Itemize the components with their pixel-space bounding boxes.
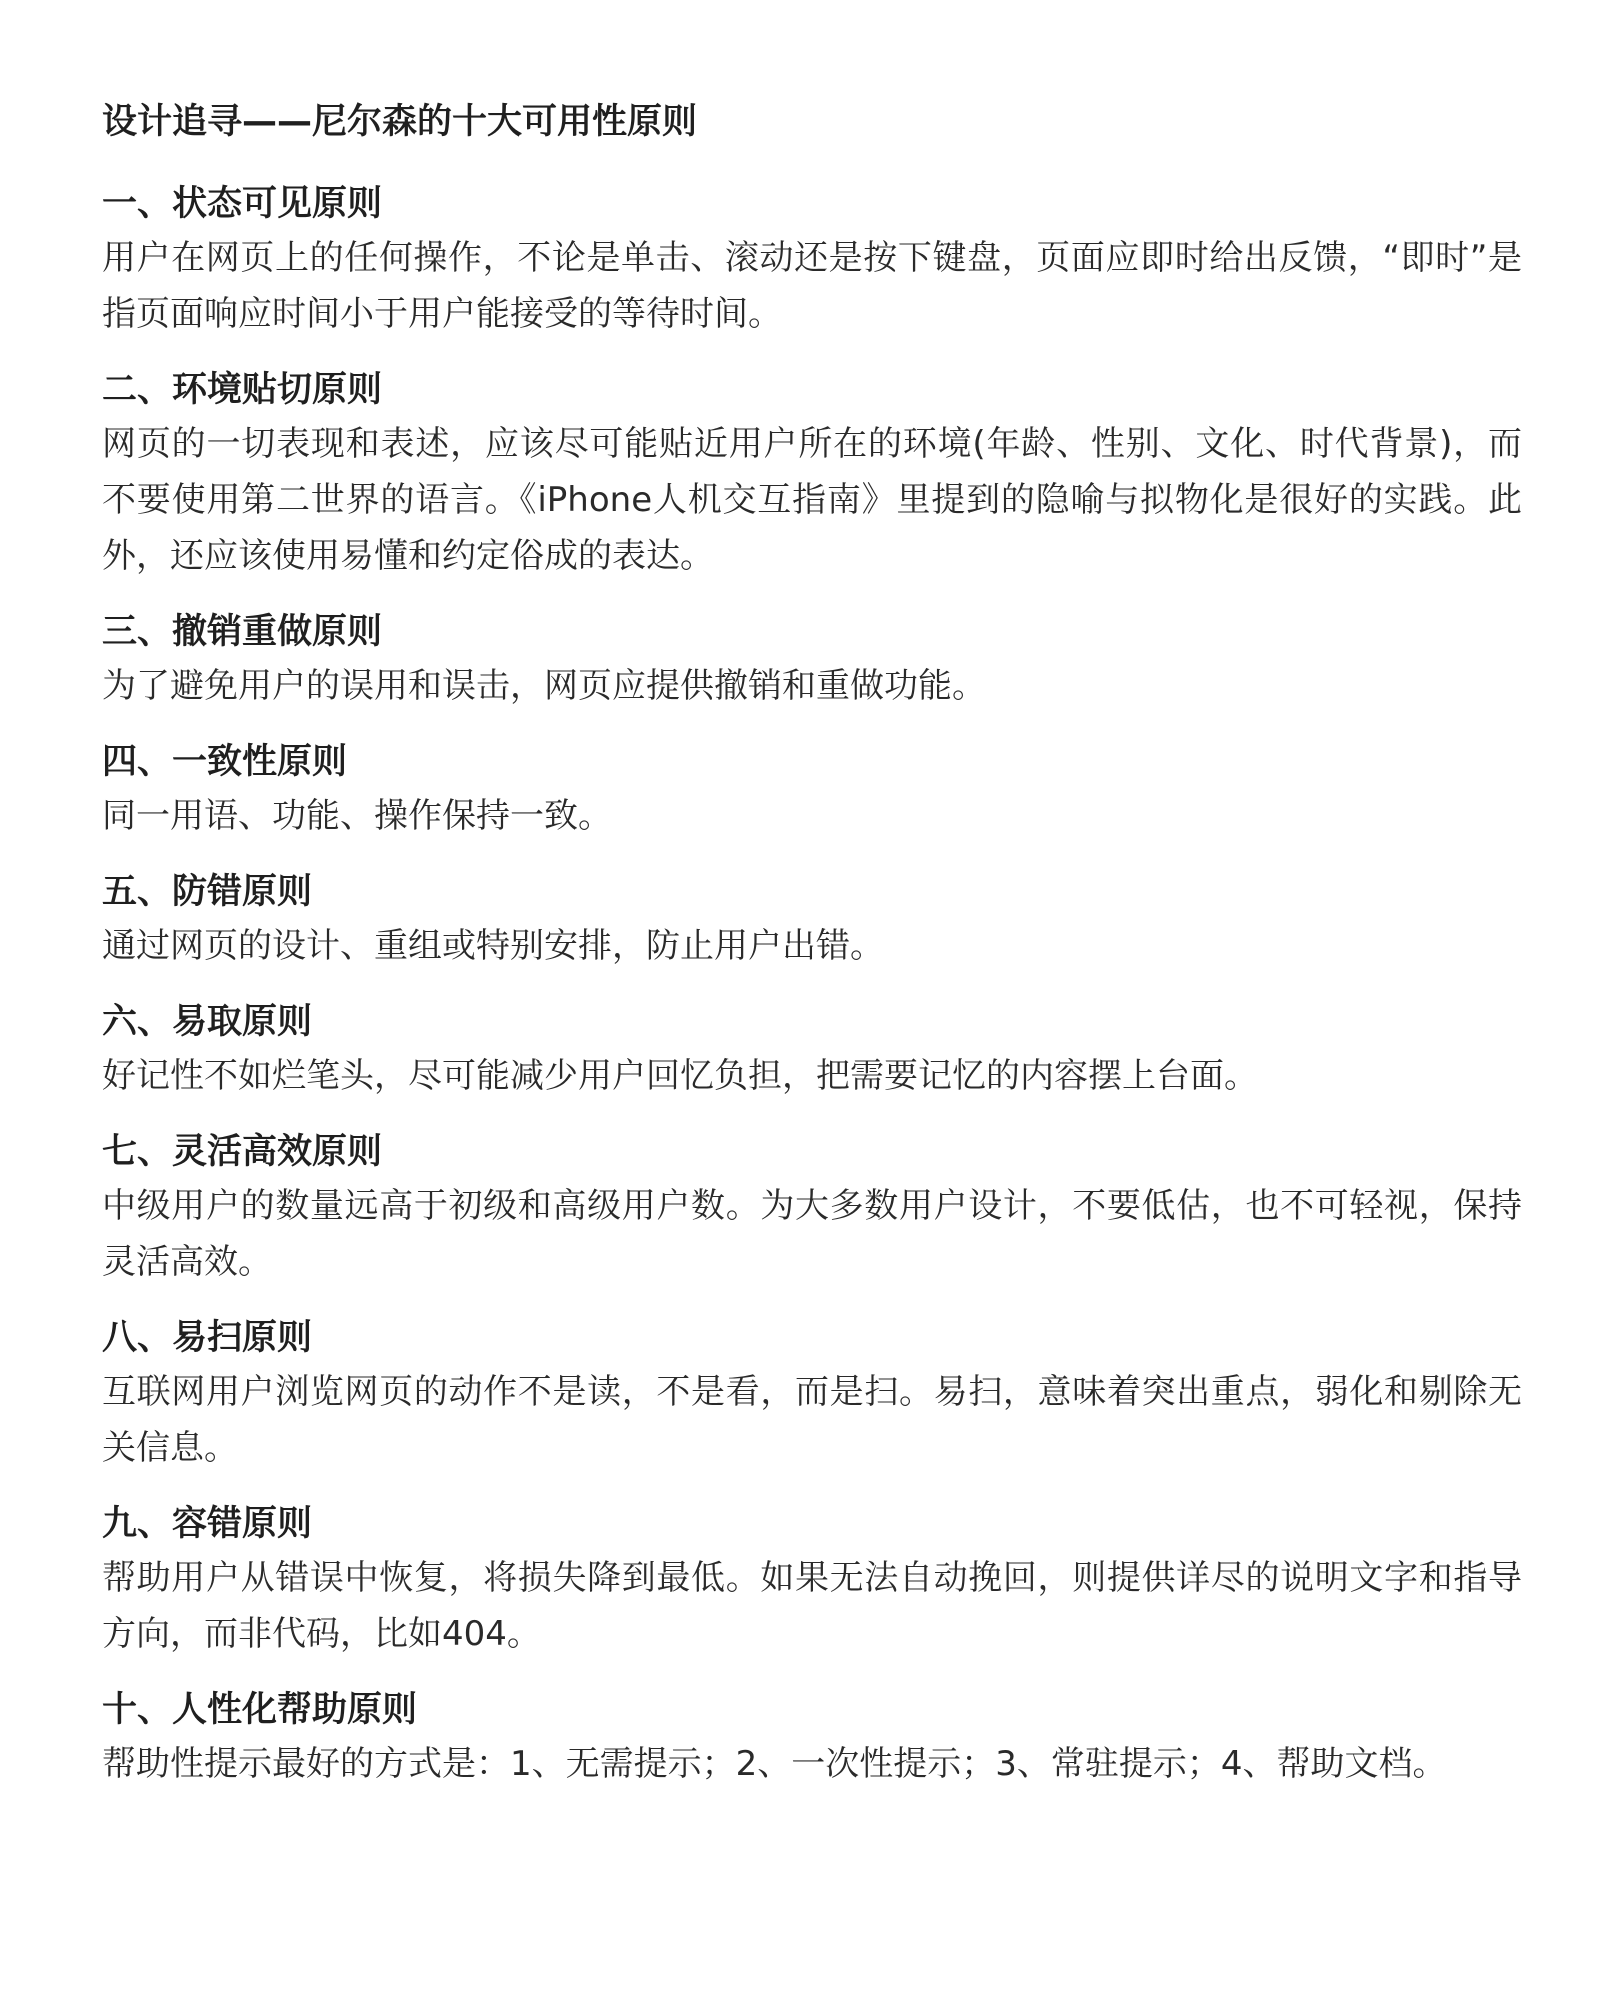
section-context-fit: [102, 364, 1522, 584]
section-error-prevention: [102, 866, 1522, 974]
section-body: 为了避免用户的误用和误击，网页应提供撤销和重做功能。: [102, 666, 986, 706]
section-body: 互联网用户浏览网页的动作不是读，不是看，而是扫。易扫，意味着突出重点，弱化和剔除无关信息。: [102, 1372, 1522, 1468]
section-heading: 七、灵活高效原则: [102, 1132, 383, 1172]
section-error-recovery: [102, 1498, 1522, 1662]
section-heading: 九、容错原则: [102, 1504, 313, 1544]
section-consistency: [102, 736, 1522, 844]
section-heading: 四、一致性原则: [102, 742, 348, 782]
section-recognition: [102, 996, 1522, 1104]
section-undo-redo: [102, 606, 1522, 714]
section-flexibility: [102, 1126, 1522, 1290]
section-state-visibility: [102, 178, 1522, 342]
section-body: 中级用户的数量远高于初级和高级用户数。为大多数用户设计，不要低估，也不可轻视，保持灵活高效。: [102, 1186, 1522, 1282]
section-heading: 五、防错原则: [102, 872, 313, 912]
section-body: 同一用语、功能、操作保持一致。: [102, 796, 612, 836]
document-page: [102, 92, 1522, 1814]
document-title: 设计追寻——尼尔森的十大可用性原则: [102, 102, 698, 142]
section-body: 帮助性提示最好的方式是：1、无需提示；2、一次性提示；3、常驻提示；4、帮助文档。: [102, 1744, 1447, 1784]
section-body: 好记性不如烂笔头，尽可能减少用户回忆负担，把需要记忆的内容摆上台面。: [102, 1056, 1258, 1096]
section-heading: 八、易扫原则: [102, 1318, 313, 1358]
section-scannability: [102, 1312, 1522, 1476]
section-body: 帮助用户从错误中恢复，将损失降到最低。如果无法自动挽回，则提供详尽的说明文字和指导方向，而非代码，比如404。: [102, 1558, 1522, 1654]
section-body: 网页的一切表现和表述，应该尽可能贴近用户所在的环境(年龄、性别、文化、时代背景)，而不要使用第二世界的语言。《iPhone人机交互指南》里提到的隐喻与拟物化是很好的实践。此外，还应该使用易懂和约定俗成的表达。: [102, 424, 1522, 576]
section-help: [102, 1684, 1522, 1792]
section-heading: 十、人性化帮助原则: [102, 1690, 418, 1730]
section-heading: 二、环境贴切原则: [102, 370, 383, 410]
section-body: 用户在网页上的任何操作，不论是单击、滚动还是按下键盘，页面应即时给出反馈，“即时”是指页面响应时间小于用户能接受的等待时间。: [102, 238, 1522, 334]
section-heading: 一、状态可见原则: [102, 184, 383, 224]
section-heading: 六、易取原则: [102, 1002, 313, 1042]
section-body: 通过网页的设计、重组或特别安排，防止用户出错。: [102, 926, 884, 966]
section-heading: 三、撤销重做原则: [102, 612, 383, 652]
